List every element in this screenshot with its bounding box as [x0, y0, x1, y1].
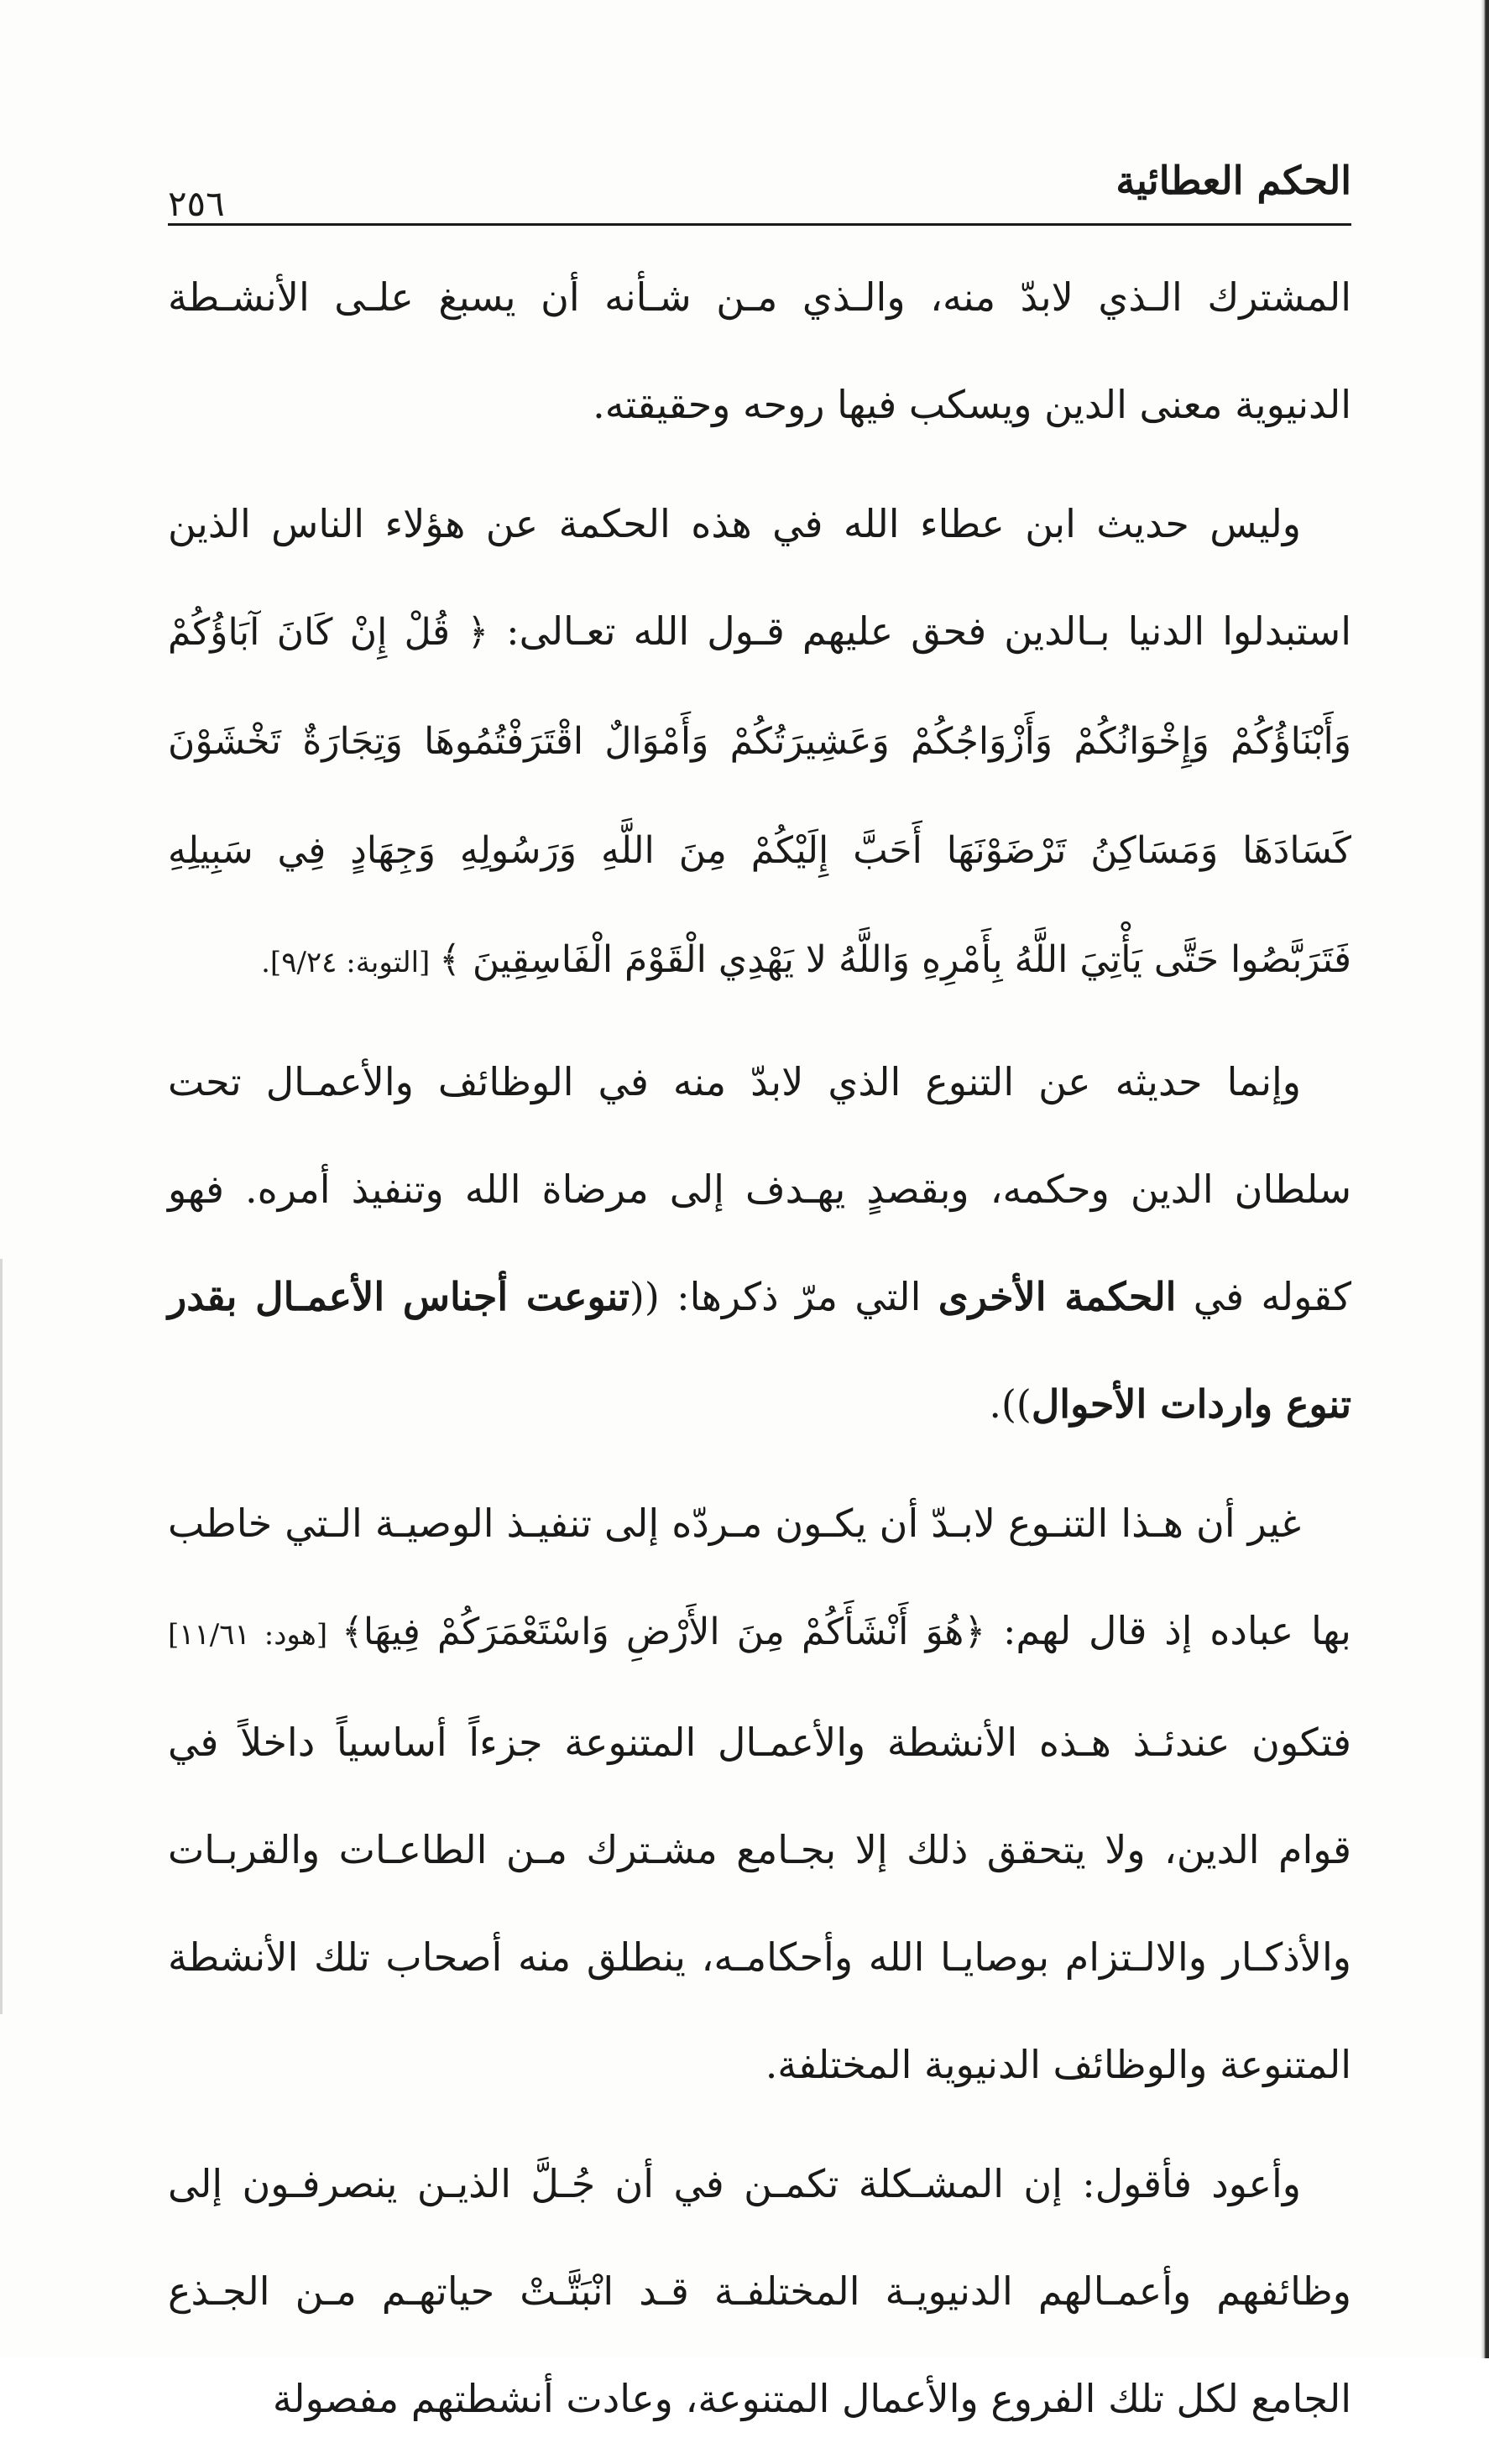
text-segment: وإنما حديثه عن التنوع الذي لابدّ منه في الوظائف والأعمـال تحت سلطان الدين وحكمه، وبقصدٍ يهـدف إلى مرضاة الله وتنفيذ أمره. فهو كقوله في [168, 1059, 1352, 1319]
paragraph-1 [168, 243, 1351, 458]
paragraph-4 [168, 1470, 1351, 2118]
header-rule [168, 223, 1351, 226]
scan-right-edge [1481, 0, 1489, 2358]
text-segment: فتكون عندئـذ هـذه الأنشطة والأعمـال المتنوعة جزءاً أساسياً داخلاً في قوام الدين، ولا يتحقق ذلك إلا بجـامع مشـترك مـن الطاعـات والقربـات والأذكـار والالـتزام بوصايـا الله وأحكامـه، ينطلق منه أصحاب تلك الأنشطة المتنوعة والوظائف الدنيوية المختلفة. [168, 1720, 1351, 2087]
text-segment: )). [989, 1381, 1032, 1427]
text-segment: ﴿ قُلْ إِنْ كَانَ آبَاؤُكُمْ وَأَبْنَاؤُكُمْ وَإِخْوَانُكُمْ وَأَزْوَاجُكُمْ وَعَشِيرَتُكُمْ وَأَمْوَالٌ اقْتَرَفْتُمُوهَا وَتِجَارَةٌ تَخْشَوْنَ كَسَادَهَا وَمَسَاكِنُ تَرْضَوْنَهَا أَحَبَّ إِلَيْكُمْ مِنَ اللَّهِ وَرَسُولِهِ وَجِهَادٍ فِي سَبِيلِهِ فَتَرَبَّصُوا حَتَّى يَأْتِيَ اللَّهُ بِأَمْرِهِ وَاللَّهُ لا يَهْدِي الْقَوْمَ الْفَاسِقِينَ ﴾ [168, 611, 1351, 981]
body-text [168, 243, 1351, 2464]
text-segment: التي مرّ ذكرها: (( [629, 1274, 938, 1319]
text-segment: [هود: ١١/٦١] [168, 1618, 342, 1652]
paragraph-5 [168, 2130, 1351, 2452]
page-header [168, 155, 1351, 231]
text-segment: المشترك الـذي لابدّ منه، والـذي مـن شـأنه أن يسبغ علـى الأنشـطة الدنيوية معنى الدين ويسكب فيها روحه وحقيقته. [168, 274, 1351, 427]
text-segment: الحكمة الأخرى [938, 1274, 1177, 1319]
text-segment: تنوعت أجناس الأعمـال بقدر تنوع واردات الأحوال [168, 1274, 1351, 1427]
page-number: ٢٥٦ [168, 183, 225, 224]
text-segment: غير أن هـذا التنـوع لابـدّ أن يكـون مـردّه إلى تنفيـذ الوصيـة الـتي خاطب بها عباده إذ قال لهم: [168, 1501, 1351, 1653]
scan-left-edge [0, 1259, 3, 2014]
text-segment: [التوبة: ٩/٢٤]. [261, 946, 440, 979]
text-segment: وليس حديث ابن عطاء الله في هذه الحكمة عن هؤلاء الناس الذين استبدلوا الدنيا بـالدين فحق عليهم قـول الله تعـالى: [168, 501, 1352, 654]
running-title: الحكم العطائية [1115, 158, 1351, 203]
paragraph-3 [168, 1028, 1351, 1458]
text-segment: ﴿هُوَ أَنْشَأَكُمْ مِنَ الأَرْضِ وَاسْتَعْمَرَكُمْ فِيهَا﴾ [342, 1610, 986, 1653]
text-segment: وأعود فأقول: إن المشـكلة تكمـن في أن جُـلَّ الذيـن ينصرفـون إلى وظائفهم وأعمـالهم الدنيويـة المختلفـة قـد انْبَتَّـتْ حياتهـم مـن الجـذع الجامع لكل تلك الفروع والأعمال المتنوعة، وعادت أنشطتهم مفصولة [168, 2161, 1351, 2421]
paragraph-2 [168, 470, 1351, 1016]
